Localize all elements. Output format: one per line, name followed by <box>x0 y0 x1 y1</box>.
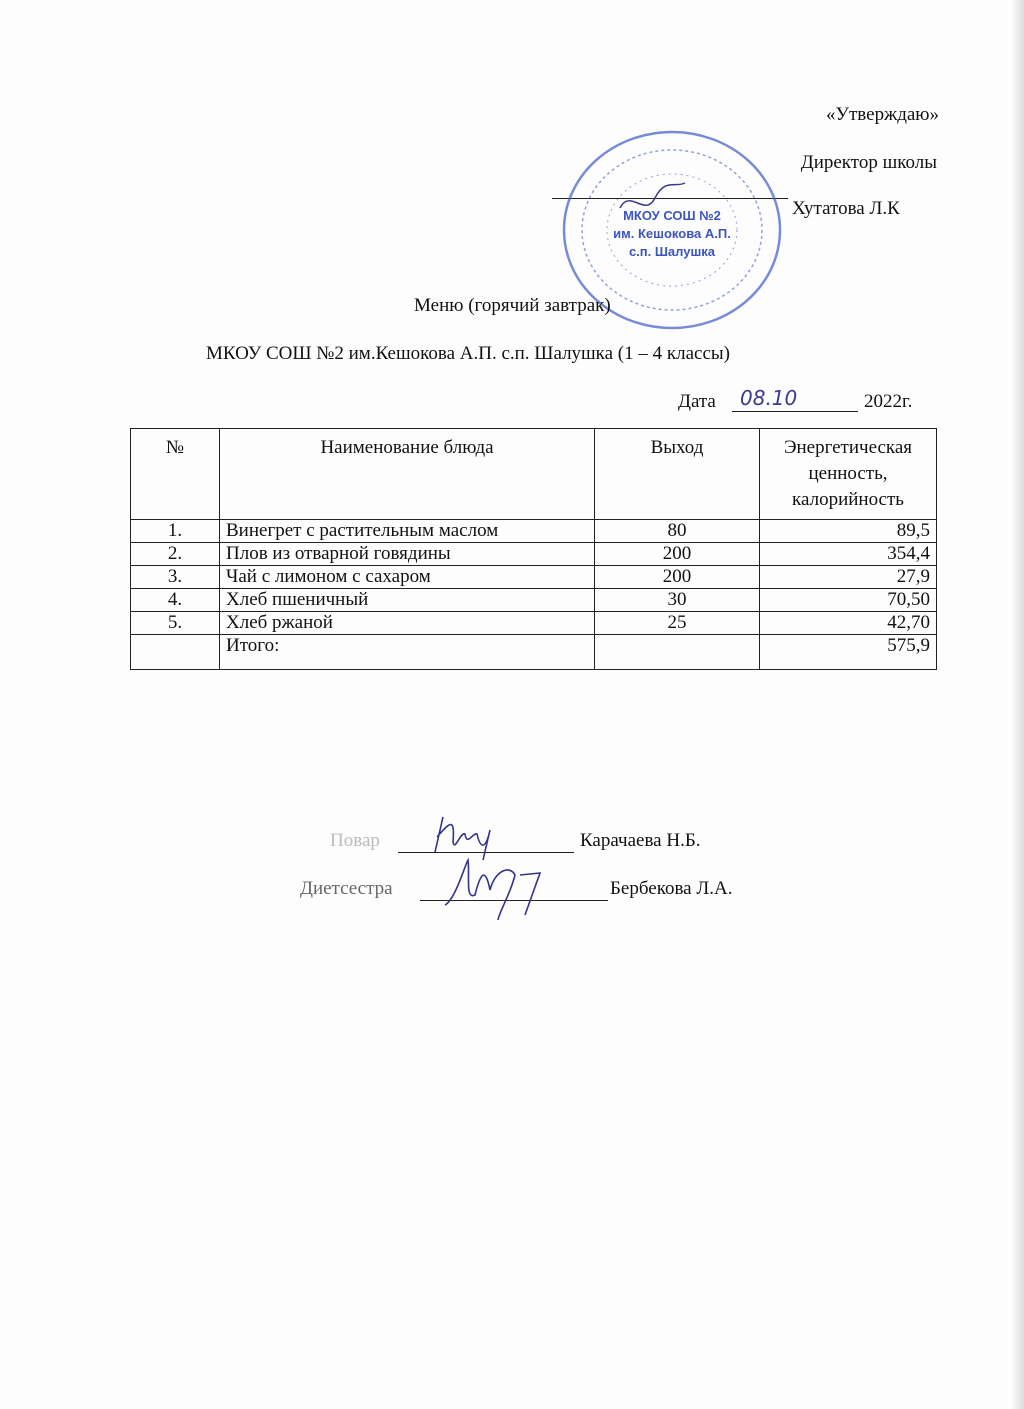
table-row: 5. Хлеб ржаной 25 42,70 <box>131 612 937 635</box>
header-energy: Энергетическая ценность, калорийность <box>760 429 937 520</box>
table-row: 2. Плов из отварной говядины 200 354,4 <box>131 543 937 566</box>
total-value: 575,9 <box>760 635 937 670</box>
svg-text:МКОУ СОШ №2: МКОУ СОШ №2 <box>623 208 721 223</box>
svg-text:им. Кешокова А.П.: им. Кешокова А.П. <box>613 226 731 241</box>
header-yield: Выход <box>595 429 760 520</box>
document-title: Меню (горячий завтрак) <box>414 295 611 316</box>
document-subtitle: МКОУ СОШ №2 им.Кешокова А.П. с.п. Шалушка (1 – 4 классы) <box>206 343 730 364</box>
dietitian-role: Диетсестра <box>300 878 393 899</box>
approval-heading: «Утверждаю» <box>826 104 939 125</box>
table-row: 1. Винегрет с растительным маслом 80 89,5 <box>131 520 937 543</box>
director-position: Директор школы <box>800 152 937 173</box>
table-row: 3. Чай с лимоном с сахаром 200 27,9 <box>131 566 937 589</box>
menu-table <box>130 428 937 670</box>
cook-name: Карачаева Н.Б. <box>580 830 701 851</box>
header-dish: Наименование блюда <box>220 429 595 520</box>
table-row: 4. Хлеб пшеничный 30 70,50 <box>131 589 937 612</box>
header-number: № <box>131 429 220 520</box>
director-name: Хутатова Л.К <box>792 198 900 219</box>
date-value: 08.10 <box>740 386 798 410</box>
scan-edge <box>1010 0 1024 1409</box>
date-year: 2022г. <box>864 391 913 412</box>
dietitian-signature <box>440 855 560 925</box>
date-label: Дата <box>678 391 716 412</box>
cook-role: Повар <box>330 830 380 851</box>
dietitian-name: Бербекова Л.А. <box>610 878 733 899</box>
table-total-row <box>131 635 937 670</box>
table-header-row <box>131 429 937 520</box>
total-label: Итого: <box>220 635 595 670</box>
svg-text:с.п. Шалушка: с.п. Шалушка <box>628 244 716 259</box>
